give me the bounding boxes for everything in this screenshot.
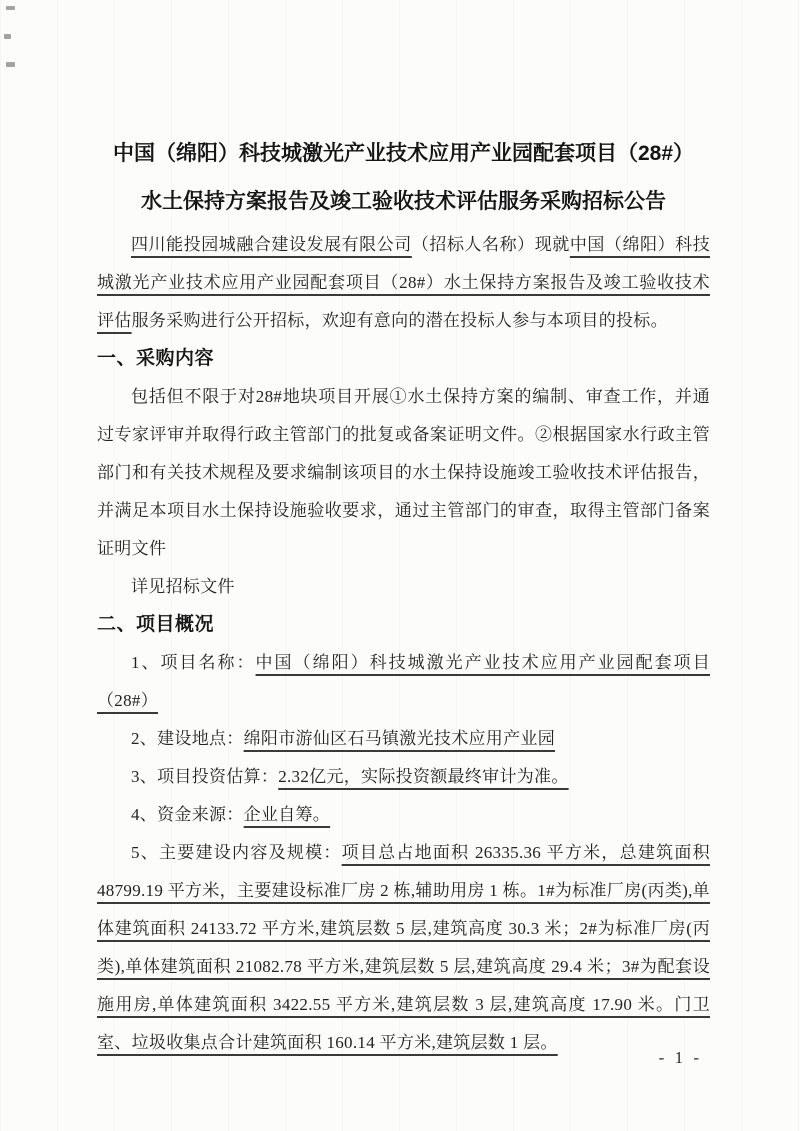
item-label: 4、资金来源： — [131, 805, 244, 824]
scan-artifact — [6, 6, 15, 10]
section-heading-project-overview: 二、项目概况 — [97, 614, 215, 635]
item-construction-site — [97, 720, 710, 758]
item-funding-source — [97, 796, 710, 834]
page-number: - 1 - — [658, 1048, 702, 1067]
item-value: 中国（绵阳）科技城激光产业技术应用产业园配套项目（28#） — [97, 653, 710, 710]
document-title-line2: 水土保持方案报告及竣工验收技术评估服务采购招标公告 — [141, 190, 666, 213]
item-label: 2、建设地点： — [131, 729, 244, 748]
item-value: 企业自筹。 — [243, 805, 331, 824]
document-title — [97, 130, 710, 226]
item-value: 绵阳市游仙区石马镇激光技术应用产业园 — [243, 729, 556, 748]
scan-artifact — [4, 34, 11, 39]
intro-paragraph — [97, 226, 710, 340]
section-heading-procurement-content: 一、采购内容 — [97, 348, 215, 369]
item-label: 3、项目投资估算： — [131, 767, 279, 786]
document-body — [97, 226, 710, 1062]
item-value: 2.32亿元，实际投资额最终审计为准。 — [278, 767, 569, 786]
item-label: 1、项目名称： — [131, 653, 256, 672]
document-title-line1: 中国（绵阳）科技城激光产业技术应用产业园配套项目（28#） — [112, 142, 695, 165]
procurement-content-paragraph: 包括但不限于对28#地块项目开展①水土保持方案的编制、审查工作，并通过专家评审并取得行政主管部门的批复或备案证明文件。②根据国家水行政主管部门和有关技术规程及要求编制该项目的水土保持设施竣工验收技术评估报告，并满足本项目水土保持设施验收要求，通过主管部门的审查，取得主管部门备案证明文件 — [97, 387, 710, 558]
item-label: 5、主要建设内容及规模： — [131, 843, 342, 862]
item-construction-scale — [97, 834, 710, 1062]
item-project-name — [97, 644, 710, 720]
intro-tail: 服务采购进行公开招标，欢迎有意向的潜在投标人参与本项目的投标。 — [131, 311, 668, 330]
project-full-name: 中国（绵阳）科技城激光产业技术应用产业园配套项目（28#）水土保持方案报告及竣工验收技术评估 — [97, 235, 710, 330]
intro-connector: （招标人名称）现就 — [411, 235, 570, 254]
bidder-name: 四川能投园城融合建设发展有限公司 — [131, 235, 412, 254]
scan-artifact — [6, 62, 15, 67]
see-tender-document-note: 详见招标文件 — [131, 577, 235, 596]
item-value: 项目总占地面积 26335.36 平方米，总建筑面积 48799.19 平方米，主要建设标准厂房 2 栋,辅助用房 1 栋。1#为标准厂房(丙类),单体建筑面积 24133.72 平方米,建筑层数 5 层,建筑高度 30.3 米；2#为标准厂房(丙类),单体建筑面积 21082.78 平方米,建筑层数 5 层,建筑高度 29.4 米；3#为配套设施用房,单体建筑面积 3422.55 平方米,建筑层数 3 层,建筑高度 17.90 米。门卫室、垃圾收集点合计建筑面积 160.14 平方米,建筑层数 1 层。 — [97, 843, 710, 1052]
item-investment-estimate — [97, 758, 710, 796]
